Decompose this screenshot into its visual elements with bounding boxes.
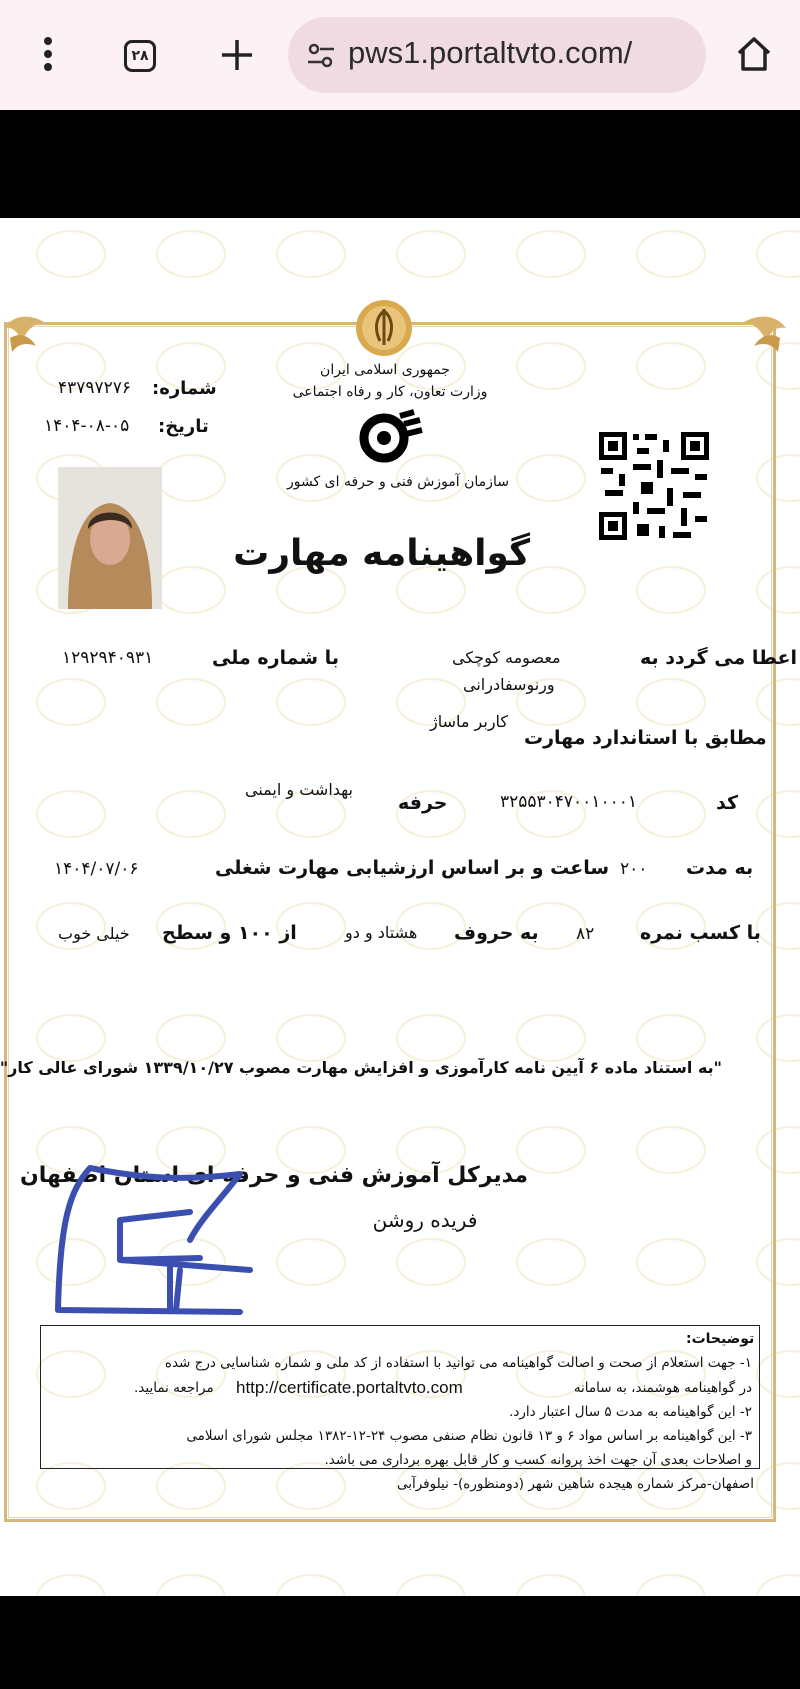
watermark-logo-icon <box>396 230 466 278</box>
hours-label: ساعت و بر اساس ارزشیابی مهارت شغلی <box>215 857 610 879</box>
watermark-logo-icon <box>276 1574 346 1596</box>
out-of-label: از ۱۰۰ و سطح <box>162 922 297 944</box>
note-line-5: و اصلاحات بعدی آن جهت اخذ پروانه کسب و کار قابل بهره برداری می باشد. <box>324 1452 752 1468</box>
watermark-logo-icon <box>636 1574 706 1596</box>
certificate-title: گواهینامه مهارت <box>233 533 530 574</box>
duration-value: ۲۰۰ <box>620 859 648 879</box>
evaluation-date: ۱۴۰۴/۰۷/۰۶ <box>54 859 139 879</box>
handwritten-signature <box>50 1160 265 1325</box>
legal-statement: "به استناد ماده ۶ آیین نامه کارآموزی و افزایش مهارت مصوب ۱۳۳۹/۱۰/۲۷ شورای عالی کار" <box>0 1058 722 1077</box>
tab-switcher-button[interactable] <box>118 34 162 78</box>
trade-value: بهداشت و ایمنی <box>245 780 353 799</box>
organization-name: سازمان آموزش فنی و حرفه ای کشور <box>287 474 509 490</box>
code-label: کد <box>716 792 739 814</box>
standard-value: کاربر ماساژ <box>430 712 509 731</box>
ornament-right-icon <box>720 312 790 360</box>
tune-icon[interactable] <box>306 41 336 71</box>
standard-label: مطابق با استاندارد مهارت <box>524 727 767 749</box>
tvto-logo-icon <box>346 408 426 470</box>
note-line-2-end: مراجعه نمایید. <box>134 1380 214 1396</box>
director-name: فریده روشن <box>372 1208 478 1232</box>
url-text: pws1.portaltvto.com/ <box>348 35 633 70</box>
notes-heading: توضیحات: <box>686 1331 755 1347</box>
iran-emblem-icon <box>346 297 422 359</box>
code-value: ۳۲۵۵۳۰۴۷۰۰۱۰۰۰۱ <box>500 792 637 812</box>
browser-toolbar <box>0 0 800 110</box>
director-title: مدیرکل آموزش فنی و حرفه ای استان اصفهان <box>20 1163 528 1188</box>
top-black-band <box>0 110 800 218</box>
watermark-logo-icon <box>36 230 106 278</box>
granted-label: اعطا می گردد به <box>640 647 797 669</box>
watermark-logo-icon <box>516 1574 586 1596</box>
national-id-value: ۱۲۹۲۹۴۰۹۳۱ <box>62 648 154 668</box>
watermark-logo-icon <box>36 1574 106 1596</box>
date-label: تاریخ: <box>158 416 209 437</box>
watermark-logo-icon <box>156 230 226 278</box>
country-name: جمهوری اسلامی ایران <box>320 362 450 378</box>
holder-name-line1: معصومه کوچکی <box>452 648 561 667</box>
watermark-logo-icon <box>396 1574 466 1596</box>
duration-label: به مدت <box>686 857 754 879</box>
certificate-url-link[interactable]: http://certificate.portaltvto.com <box>236 1378 463 1397</box>
note-line-2 <box>134 1380 752 1402</box>
plus-icon[interactable] <box>212 30 262 80</box>
score-value: ۸۲ <box>576 924 595 944</box>
national-id-label: با شماره ملی <box>212 647 339 669</box>
watermark-logo-icon <box>156 1574 226 1596</box>
number-label: شماره: <box>152 378 217 399</box>
kebab-menu-icon[interactable] <box>28 30 68 78</box>
tab-count: ۲۸ <box>124 40 156 72</box>
words-value: هشتاد و دو <box>345 923 418 942</box>
watermark-logo-icon <box>756 1574 800 1596</box>
ministry-name: وزارت تعاون، کار و رفاه اجتماعی <box>292 384 488 400</box>
score-label: با کسب نمره <box>640 922 761 944</box>
watermark-logo-icon <box>636 230 706 278</box>
trade-label: حرفه <box>398 792 448 814</box>
number-value: ۴۳۷۹۷۲۷۶ <box>58 378 132 398</box>
note-line-2-start: در گواهینامه هوشمند، به سامانه <box>573 1380 752 1396</box>
level-value: خیلی خوب <box>58 924 130 943</box>
note-line-4: ۳- این گواهینامه بر اساس مواد ۶ و ۱۳ قانون نظام صنفی مصوب ۲۴-۱۲-۱۳۸۲ مجلس شورای اسلامی <box>186 1428 752 1444</box>
note-line-3: ۲- این گواهینامه به مدت ۵ سال اعتبار دارد. <box>509 1404 752 1420</box>
words-label: به حروف <box>454 922 539 944</box>
home-icon[interactable] <box>730 30 778 78</box>
holder-name-line2: ورنوسفادرانی <box>463 675 555 694</box>
address-bar[interactable] <box>288 17 706 93</box>
watermark-logo-icon <box>276 230 346 278</box>
qr-code-icon <box>597 430 711 542</box>
watermark-logo-icon <box>756 230 800 278</box>
watermark-logo-icon <box>516 230 586 278</box>
issuing-center: اصفهان-مرکز شماره هیجده شاهین شهر (دومنظوره)- نیلوفرآبی <box>396 1476 754 1492</box>
note-line-1: ۱- جهت استعلام از صحت و اصالت گواهینامه می توانید با استفاده از کد ملی و شماره شناسایی درج شده <box>164 1355 752 1371</box>
bottom-black-band <box>0 1596 800 1689</box>
date-value: ۱۴۰۴-۰۸-۰۵ <box>44 416 130 436</box>
ornament-left-icon <box>0 312 58 360</box>
holder-photo <box>58 467 162 609</box>
